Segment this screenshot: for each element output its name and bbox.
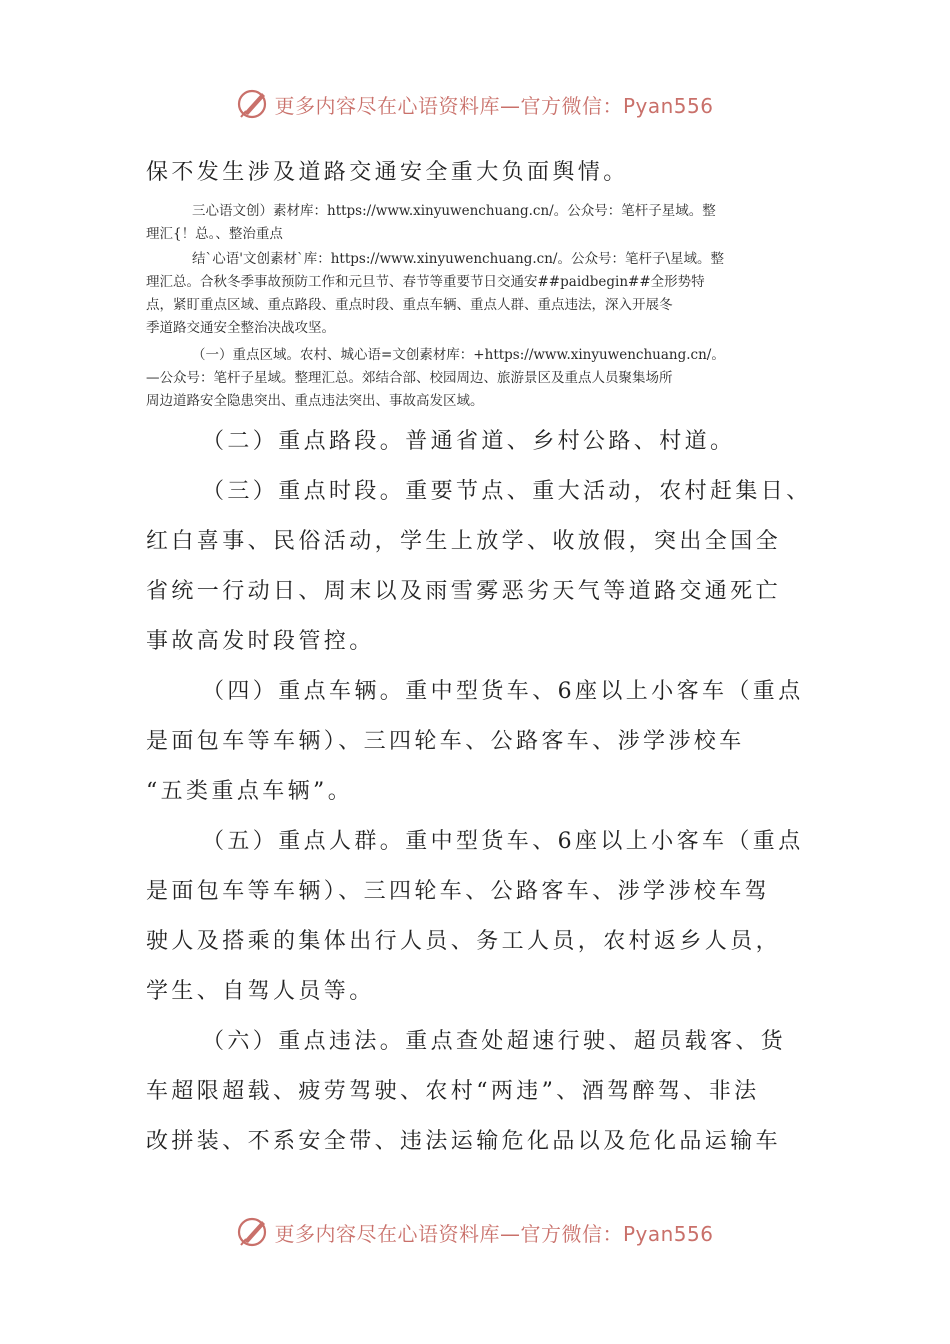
paragraph-small [146,248,826,340]
text-line: —公众号：笔杆子星域。整理汇总。郊结合部、校园周边、旅游景区及重点人员聚集场所 [146,370,673,386]
paragraph [146,817,826,1017]
paragraph: 保不发生涉及道路交通安全重大负面舆情。 [146,160,629,185]
watermark-text: 更多内容尽在心语资料库—官方微信：Pyan556 [274,1221,714,1246]
paragraph-small [146,344,826,413]
text-line: 点，紧盯重点区域、重点路段、重点时段、重点车辆、重点人群、重点违法，深入开展冬 [146,297,673,313]
watermark-banner-bottom [0,1210,950,1254]
text-line: （四）重点车辆。重中型货车、6座以上小客车（重点 [202,679,804,704]
text-line: 结`心语'文创素材`库：https://www.xinyuwenchuang.cn/。公众号：笔杆子\星域。整 [192,251,724,267]
text-line: 理汇{！总。、整治重点 [146,226,283,242]
text-line: 三心语文创）素材库：https://www.xinyuwenchuang.cn/。公众号：笔杆子星域。整 [192,203,716,219]
text-line: （一）重点区域。农村、城心语=文创素材库：+https://www.xinyuwenchuang.cn/。 [192,347,725,363]
text-line: 事故高发时段管控。 [146,629,375,654]
text-line: 省统一行动日、周末以及雨雪雾恶劣天气等道路交通死亡 [146,579,782,604]
text-line: “五类重点车辆”。 [146,779,354,804]
paragraph [146,467,826,667]
text-line: 改拼装、不系安全带、违法运输危化品以及危化品运输车 [146,1129,782,1154]
text-line: 周边道路安全隐患突出、重点违法突出、事故高发区域。 [146,393,484,409]
pen-feather-icon [236,1215,270,1249]
text-line: 驶人及搭乘的集体出行人员、务工人员，农村返乡人员， [146,929,782,954]
text-line: 季道路交通安全整治决战攻坚。 [146,320,335,336]
text-line: 是面包车等车辆）、三四轮车、公路客车、涉学涉校车 [146,729,745,754]
text-line: （二）重点路段。普通省道、乡村公路、村道。 [202,429,736,454]
watermark-text: 更多内容尽在心语资料库—官方微信：Pyan556 [274,93,714,118]
pen-feather-icon [236,87,270,121]
text-line: 理汇总。合秋冬季事故预防工作和元旦节、春节等重要节日交通安##paidbegin##全形势特 [146,274,705,290]
watermark-banner-top [0,82,950,126]
text-line: 学生、自驾人员等。 [146,979,375,1004]
text-line: 是面包车等车辆）、三四轮车、公路客车、涉学涉校车驾 [146,879,771,904]
text-line: （六）重点违法。重点查处超速行驶、超员载客、货 [202,1029,787,1054]
text-line: 车超限超载、疲劳驾驶、农村“两违”、酒驾醉驾、非法 [146,1079,760,1104]
paragraph [146,1017,826,1167]
text-line: （三）重点时段。重要节点、重大活动，农村赶集日、 [202,479,812,504]
text-line: （五）重点人群。重中型货车、6座以上小客车（重点 [202,829,804,854]
paragraph [146,667,826,817]
text-line: 红白喜事、民俗活动，学生上放学、收放假，突出全国全 [146,529,782,554]
paragraph-small [146,200,826,246]
paragraph [146,417,826,467]
document-body [146,148,826,1167]
